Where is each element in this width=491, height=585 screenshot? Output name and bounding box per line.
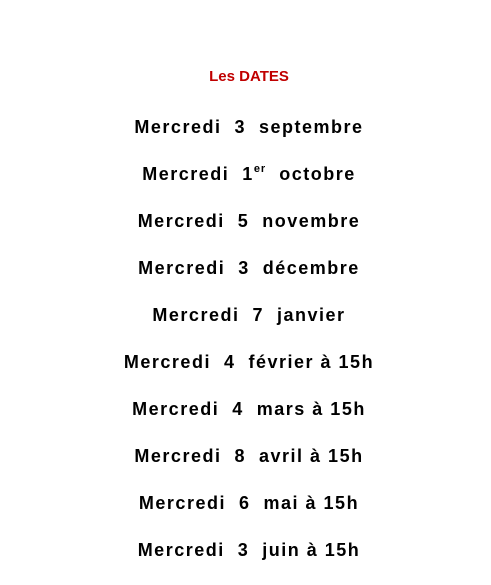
date-item (0, 115, 491, 162)
date-month: octobre (279, 164, 356, 184)
date-weekday: Mercredi (123, 352, 211, 372)
date-month: novembre (262, 211, 361, 231)
date-month: mai à 15h (263, 493, 360, 513)
date-weekday: Mercredi (137, 540, 225, 560)
date-month: juin à 15h (262, 540, 361, 560)
date-item (0, 491, 491, 538)
date-day-number: 4 (223, 352, 236, 372)
date-day-number: 6 (238, 493, 251, 513)
date-item (0, 303, 491, 350)
date-weekday: Mercredi (152, 305, 240, 325)
date-item (0, 538, 491, 585)
date-day-number: 3 (234, 117, 246, 137)
date-day-number: 1 (242, 164, 254, 184)
date-weekday: Mercredi (134, 117, 222, 137)
dates-list (0, 115, 491, 585)
date-month: février à 15h (248, 352, 375, 372)
date-item (0, 444, 491, 491)
date-day-number: 4 (232, 399, 244, 419)
date-item (0, 350, 491, 397)
date-weekday: Mercredi (137, 211, 225, 231)
date-day-number: 5 (237, 211, 250, 231)
date-day-number: 7 (252, 305, 264, 325)
date-month: septembre (259, 117, 364, 137)
date-ordinal-suffix: er (253, 163, 267, 175)
date-day-number: 3 (238, 258, 250, 278)
date-month: avril à 15h (259, 446, 364, 466)
date-month: janvier (277, 305, 346, 325)
date-item (0, 162, 491, 209)
date-item (0, 209, 491, 256)
date-month: mars à 15h (256, 399, 366, 419)
date-weekday: Mercredi (142, 164, 230, 184)
date-weekday: Mercredi (134, 446, 222, 466)
date-item (0, 256, 491, 303)
page-title: Les DATES (209, 68, 289, 85)
date-item (0, 397, 491, 444)
date-weekday: Mercredi (138, 258, 226, 278)
date-weekday: Mercredi (132, 399, 220, 419)
date-day-number: 8 (234, 446, 246, 466)
date-day-number: 3 (237, 540, 250, 560)
date-month: décembre (262, 258, 360, 278)
date-weekday: Mercredi (138, 493, 226, 513)
